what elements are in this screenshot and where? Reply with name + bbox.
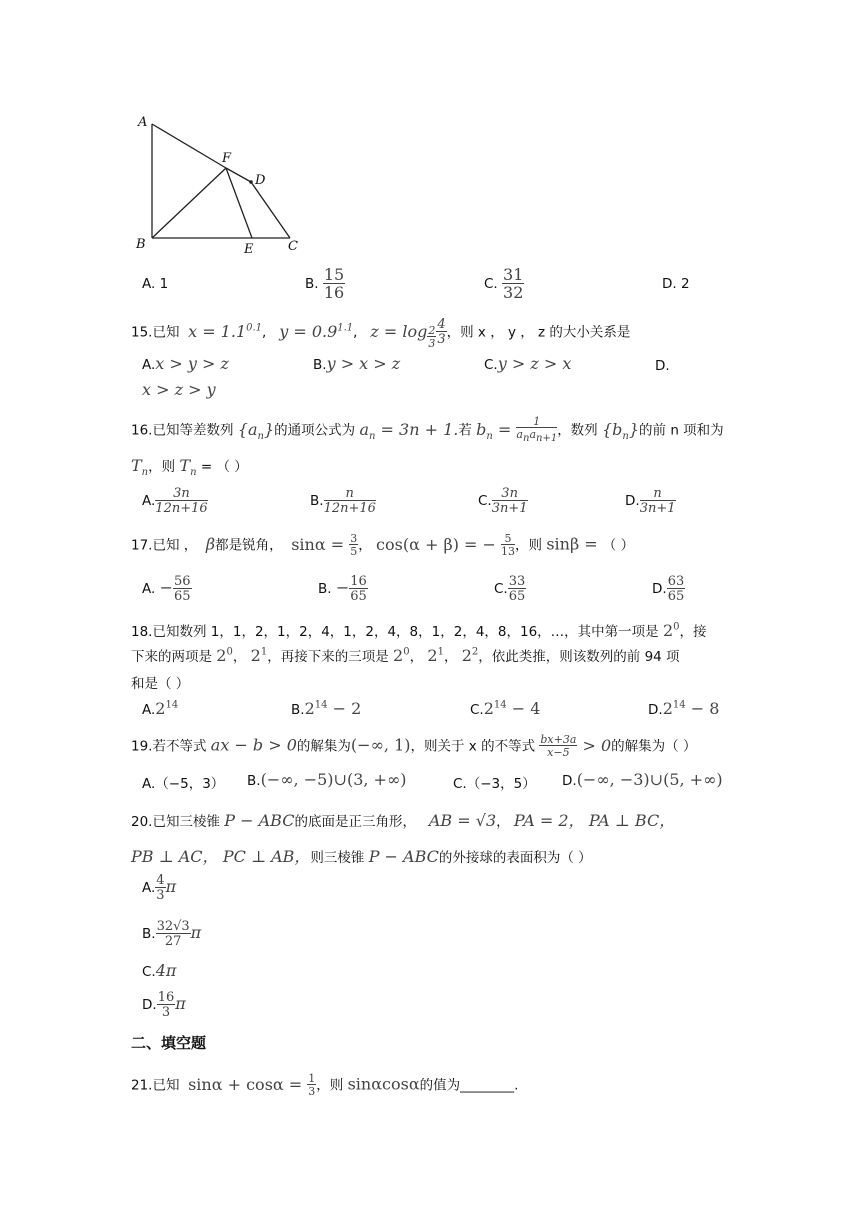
q18-option-a[interactable]: $A.2^{14}$ bbox=[142, 699, 179, 718]
q20-option-c[interactable]: C.4π bbox=[142, 961, 177, 980]
q19-option-b[interactable]: B.(−∞, −5)∪(3, +∞) bbox=[247, 770, 407, 789]
point-label-c: C bbox=[288, 239, 298, 254]
question-number: 15.已知 bbox=[131, 324, 180, 341]
q16-option-c[interactable]: C. $\frac{3n}{3n+1}$ bbox=[478, 486, 528, 516]
option-label: A. bbox=[142, 357, 156, 373]
option-value: 2 bbox=[680, 276, 690, 292]
q18-option-b[interactable]: $B.2^{14} - 2$ bbox=[291, 699, 362, 718]
q16-option-b[interactable]: B. $\frac{n}{12n+16}$ bbox=[310, 486, 376, 516]
q19-option-a[interactable]: A.（−5，3） bbox=[142, 776, 225, 792]
q19-option-d[interactable]: D.(−∞, −3)∪(5, +∞) bbox=[562, 770, 723, 789]
stem-tail: ，则 x ， y ， z 的大小关系是 bbox=[446, 324, 631, 341]
sequence-b: $\{b_n\}$ bbox=[601, 419, 640, 442]
point-label-f: F bbox=[222, 151, 232, 166]
q15-option-b[interactable] bbox=[313, 354, 400, 373]
q20-stem-line1: 20.已知三棱锥 P − ABC的底面是正三角形， AB = √3， PA = 2， PA ⊥ BC， bbox=[131, 811, 676, 830]
point-label-a: A bbox=[138, 115, 148, 130]
q14-option-a[interactable] bbox=[142, 276, 168, 292]
q16-option-d[interactable]: D. $\frac{n}{3n+1}$ bbox=[625, 486, 676, 516]
y-expression: $y = 0.9^{1.1}$ bbox=[279, 321, 354, 341]
q18-stem-line2: 下来的两项是 $2^0$， $2^1$，再接下来的三项是 $2^0$， $2^1$， $2^2$，依此类推，则该数列的前 94 项 bbox=[131, 646, 680, 665]
q21-stem: 21.已知 sinα + cosα = $\frac{1}{3}$ ，则 sinαcosα的值为________. bbox=[131, 1072, 519, 1098]
q14-option-c[interactable] bbox=[484, 267, 524, 301]
option-value: y > x > z bbox=[326, 354, 401, 373]
q16-stem-line1: 16.已知等差数列 $\{a_n\}$的通项公式为 $a_n = 3n + 1$.若 $b_n$ = $\frac{1}{a_na_{n+1}}$ ，数列 $\{b_n\}$的前 n 项和为 bbox=[131, 415, 724, 445]
q19-option-c[interactable]: C.（−3，5） bbox=[453, 776, 536, 792]
fraction: $\frac{31}{32}$ bbox=[503, 265, 524, 302]
section-title: 二、填空题 bbox=[131, 1034, 207, 1052]
option-value: y > z > x bbox=[497, 354, 572, 373]
q14-option-b[interactable] bbox=[305, 267, 345, 301]
q19-stem: 19.若不等式 ax − b > 0的解集为(−∞, 1)，则关于 x 的不等式 $\frac{bx+3a}{x-5}$ > 0的解集为（ ） bbox=[131, 733, 697, 759]
an-formula: $a_n = 3n + 1$. bbox=[359, 419, 459, 442]
q14-option-d[interactable] bbox=[662, 276, 690, 292]
q15-option-d-value[interactable]: x > z > y bbox=[142, 380, 216, 399]
q17-stem: 17.已知 ， β都是锐角， sinα = $\frac{3}{5}$ ， cos(α + β) = − $\frac{5}{13}$ ，则 sinβ = （ ） bbox=[131, 532, 635, 558]
q18-stem-line1: 18.已知数列 1，1，2，1，2，4，1，2，4，8，1，2，4，8，16，…，其中第一项是 $2^0$，接 bbox=[131, 621, 707, 640]
q18-stem-line3: 和是（ ） bbox=[131, 676, 190, 692]
fraction: $\frac{15}{16}$ bbox=[323, 265, 345, 302]
option-label: C. bbox=[484, 276, 498, 292]
q15-option-c[interactable] bbox=[484, 354, 571, 373]
q16-stem-line2: $T_n$，则 $T_n$ = （ ） bbox=[131, 456, 248, 479]
point-label-e: E bbox=[244, 242, 254, 257]
x-expression: $x = 1.1^{0.1}$ bbox=[188, 321, 263, 341]
geometry-figure bbox=[130, 110, 310, 260]
q17-option-d[interactable]: D. $\frac{63}{65}$ bbox=[652, 574, 685, 604]
q15-stem: 15.已知 $x = 1.1^{0.1}$, $y = 0.9^{1.1}$, z = log $\frac{2}{3}$ $\frac{4}{3}$ ，则 x ， y ， z 的大小关系是 bbox=[131, 317, 631, 350]
q15-option-a[interactable] bbox=[142, 354, 229, 373]
q17-option-c[interactable]: C. $\frac{33}{65}$ bbox=[494, 574, 526, 604]
option-label: D. bbox=[655, 358, 670, 374]
q18-option-c[interactable]: $C.2^{14} - 4$ bbox=[470, 699, 541, 718]
q20-option-d[interactable]: D. $\frac{16}{3}$ π bbox=[142, 990, 186, 1020]
option-value: 1 bbox=[159, 276, 169, 292]
bn-formula: $b_n$ = $\frac{1}{a_na_{n+1}}$ bbox=[476, 415, 558, 445]
q20-stem-line2: PB ⊥ AC， PC ⊥ AB，则三棱锥 P − ABC的外接球的表面积为（ ） bbox=[131, 847, 592, 866]
option-label: A. bbox=[142, 276, 156, 292]
point-label-d: D bbox=[255, 173, 266, 188]
q17-option-a[interactable]: A. − $\frac{56}{65}$ bbox=[142, 574, 191, 604]
q17-option-b[interactable]: B. − $\frac{16}{65}$ bbox=[318, 574, 367, 604]
q15-option-d-label[interactable] bbox=[655, 358, 670, 374]
q18-option-d[interactable]: $D.2^{14} - 8$ bbox=[648, 699, 720, 718]
sequence-a: $\{a_n\}$ bbox=[237, 419, 275, 442]
option-label: C. bbox=[484, 357, 498, 373]
q20-option-b[interactable]: B. $\frac{32√3}{27}$ π bbox=[142, 919, 202, 949]
option-label: D. bbox=[662, 276, 677, 292]
q16-option-a[interactable]: A. $\frac{3n}{12n+16}$ bbox=[142, 486, 208, 516]
option-label: B. bbox=[313, 357, 327, 373]
point-label-b: B bbox=[136, 237, 146, 252]
z-expression: z = log $\frac{2}{3}$ $\frac{4}{3}$ bbox=[370, 317, 446, 350]
option-value: x > y > z bbox=[155, 354, 229, 373]
option-label: B. bbox=[305, 276, 319, 292]
q20-option-a[interactable]: A. $\frac{4}{3}$ π bbox=[142, 873, 177, 903]
